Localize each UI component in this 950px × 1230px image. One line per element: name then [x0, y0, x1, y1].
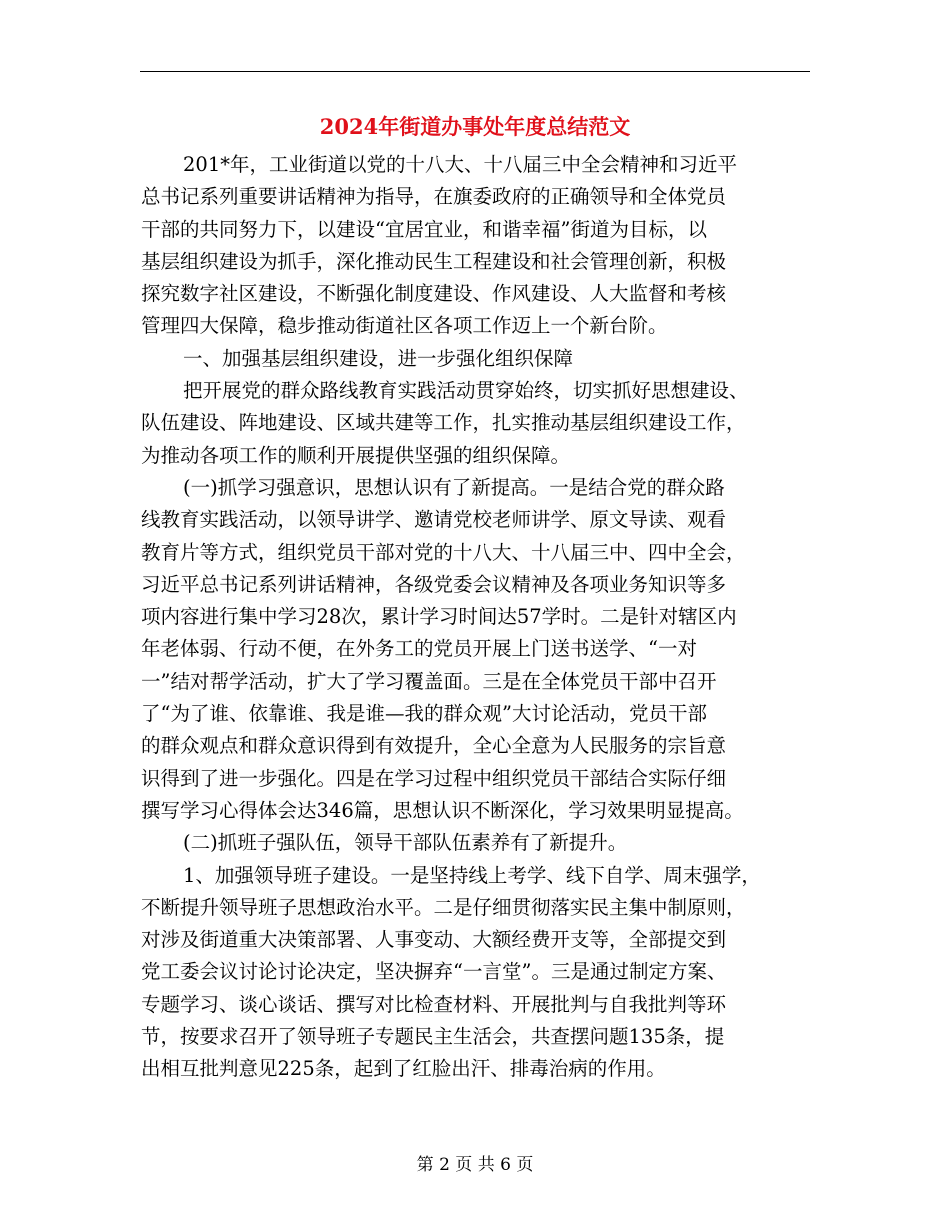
paragraph-line: 不断提升领导班子思想政治水平。二是仔细贯彻落实民主集中制原则， [141, 895, 746, 919]
paragraph-line: 为推动各项工作的顺利开展提供坚强的组织保障。 [141, 443, 571, 467]
paragraph-line: 的群众观点和群众意识得到有效提升，全心全意为人民服务的宗旨意 [141, 734, 727, 758]
paragraph-line: 管理四大保障，稳步推动街道社区各项工作迈上一个新台阶。 [141, 314, 668, 338]
paragraph-line: 了“为了谁、依靠谁、我是谁—我的群众观”大讨论活动，党员干部 [141, 702, 707, 726]
header-rule [140, 71, 810, 72]
paragraph-first-line: 1、加强领导班子建设。一是坚持线上考学、线下自学、周末强学， [183, 863, 761, 887]
paragraph-line: 对涉及街道重大决策部署、人事变动、大额经费开支等，全部提交到 [141, 928, 727, 952]
paragraph-first-line: 201*年，工业街道以党的十八大、十八届三中全会精神和习近平 [183, 153, 737, 176]
paragraph-first-line: 把开展党的群众路线教育实践活动贯穿始终，切实抓好思想建设、 [183, 379, 749, 403]
paragraph-line: 基层组织建设为抓手，深化推动民生工程建设和社会管理创新，积极 [141, 249, 727, 273]
paragraph-line: 总书记系列重要讲话精神为指导，在旗委政府的正确领导和全体党员 [141, 185, 727, 209]
document-title: 2024年街道办事处年度总结范文 [319, 114, 631, 139]
paragraph-line: 党工委会议讨论讨论决定，坚决摒弃“一言堂”。三是通过制定方案、 [141, 960, 727, 984]
paragraph-first-line: (一)抓学习强意识，思想认识有了新提高。一是结合党的群众路 [183, 475, 725, 499]
paragraph-line: 年老体弱、行动不便，在外务工的党员开展上门送书送学、“一对 [141, 637, 697, 661]
paragraph-line: 识得到了进一步强化。四是在学习过程中组织党员干部结合实际仔细 [141, 766, 727, 790]
page-number-footer: 第 2 页 共 6 页 [416, 1155, 534, 1175]
paragraph-line: 干部的共同努力下，以建设“宜居宜业，和谐幸福”街道为目标，以 [141, 217, 707, 241]
paragraph-line: 出相互批判意见225条，起到了红脸出汗、排毒治病的作用。 [141, 1057, 666, 1081]
paragraph-line: 节，按要求召开了领导班子专题民主生活会，共查摆问题135条，提 [141, 1025, 725, 1049]
paragraph-first-line: 一、加强基层组织建设，进一步强化组织保障 [183, 346, 574, 370]
paragraph-line: 探究数字社区建设，不断强化制度建设、作风建设、人大监督和考核 [141, 282, 727, 306]
paragraph-line: 专题学习、谈心谈话、撰写对比检查材料、开展批判与自我批判等环 [141, 992, 727, 1016]
paragraph-line: 撰写学习心得体会达346篇，思想认识不断深化，学习效果明显提高。 [141, 798, 744, 822]
paragraph-first-line: (二)抓班子强队伍，领导干部队伍素养有了新提升。 [183, 831, 628, 855]
document-body [141, 149, 813, 1086]
paragraph-line: 习近平总书记系列讲话精神，各级党委会议精神及各项业务知识等多 [141, 572, 727, 596]
paragraph-line: 队伍建设、阵地建设、区域共建等工作，扎实推动基层组织建设工作， [141, 411, 746, 435]
paragraph-line: 线教育实践活动，以领导讲学、邀请党校老师讲学、原文导读、观看 [141, 508, 727, 532]
paragraph-line: 项内容进行集中学习28次，累计学习时间达57学时。二是针对辖区内 [141, 605, 737, 629]
paragraph-line: 教育片等方式，组织党员干部对党的十八大、十八届三中、四中全会， [141, 540, 746, 564]
paragraph-line: 一”结对帮学活动，扩大了学习覆盖面。三是在全体党员干部中召开 [141, 669, 717, 693]
